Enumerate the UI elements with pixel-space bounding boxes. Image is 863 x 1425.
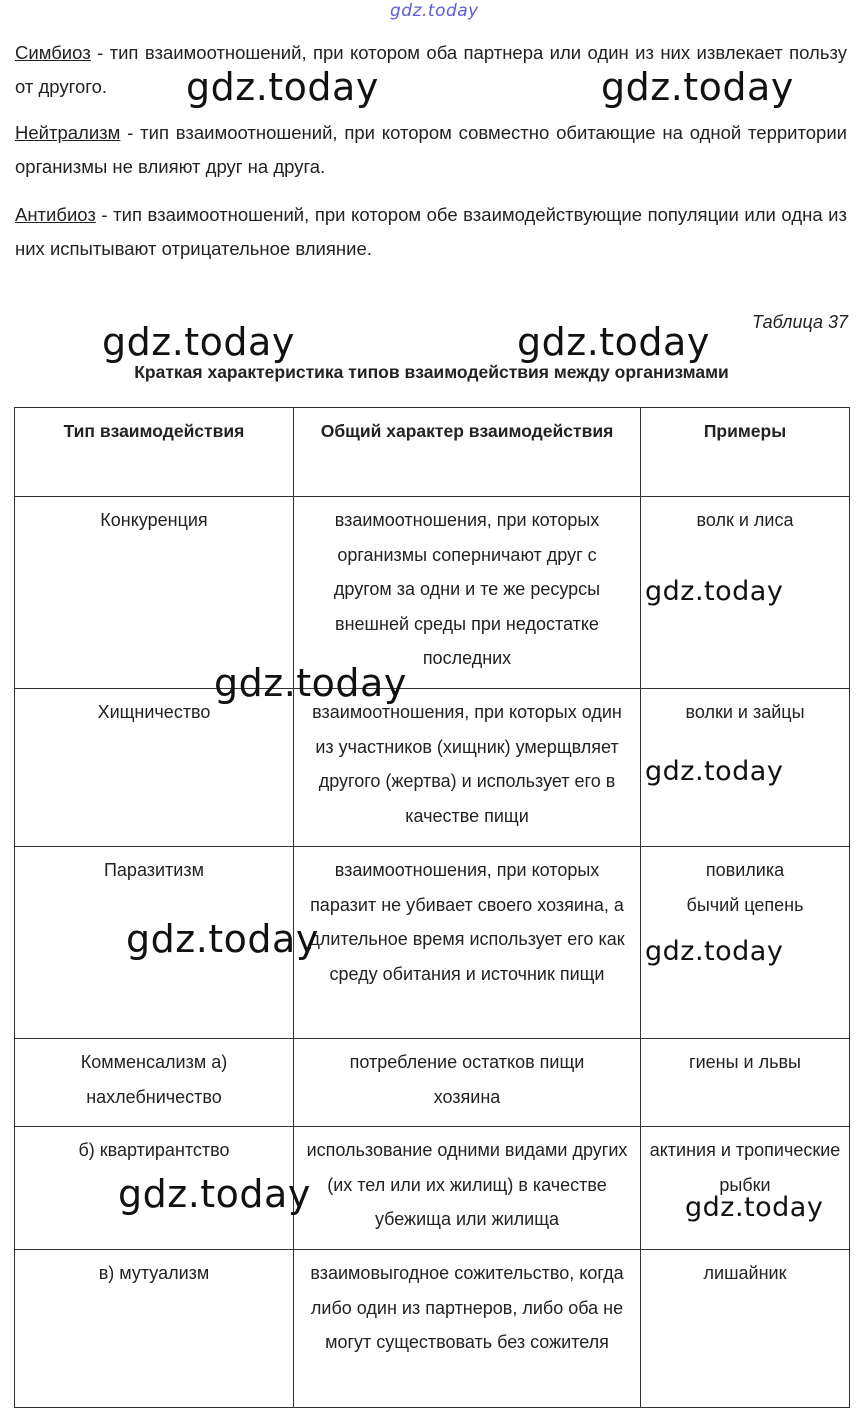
watermark-top: gdz.today — [390, 1, 479, 21]
cell-type: Конкуренция — [15, 497, 294, 689]
cell-examples: актиния и тропические рыбки — [641, 1127, 850, 1250]
cell-description: использование одними видами других (их тел или их жилищ) в качестве убежища или жилища — [294, 1127, 641, 1250]
watermark: gdz.today — [102, 320, 295, 364]
cell-examples: повилика бычий цепень — [641, 847, 850, 1039]
cell-examples: гиены и львы — [641, 1039, 850, 1127]
cell-description: взаимовыгодное сожительство, когда либо один из партнеров, либо оба не могут существовать без сожителя — [294, 1250, 641, 1408]
watermark: gdz.today — [601, 65, 794, 109]
cell-examples: лишайник — [641, 1250, 850, 1408]
cell-type: Комменсализм а) нахлебничество — [15, 1039, 294, 1127]
cell-type: в) мутуализм — [15, 1250, 294, 1408]
watermark: gdz.today — [186, 65, 379, 109]
table-row — [15, 1250, 850, 1408]
header-type: Тип взаимодействия — [15, 408, 294, 497]
definition-neutralism — [15, 116, 847, 184]
definition-text: - тип взаимоотношений, при котором совместно обитающие на одной территории организмы не влияют друг на друга. — [15, 122, 847, 177]
watermark: gdz.today — [645, 756, 784, 787]
interaction-table — [14, 407, 850, 1408]
cell-examples: волк и лиса — [641, 497, 850, 689]
table-row — [15, 1039, 850, 1127]
definition-antibiosis — [15, 198, 847, 266]
definition-text: - тип взаимоотношений, при котором оба партнера или один из них извлекает пользу от другого. — [15, 42, 847, 97]
table-number: Таблица 37 — [751, 312, 848, 332]
cell-type: Паразитизм — [15, 847, 294, 1039]
header-examples: Примеры — [641, 408, 850, 497]
header-description: Общий характер взаимодействия — [294, 408, 641, 497]
cell-description: взаимоотношения, при которых организмы соперничают друг с другом за одни и те же ресурсы внешней среды при недостатке последних — [294, 497, 641, 689]
definition-text: - тип взаимоотношений, при котором обе взаимодействующие популяции или одна из них испытывают отрицательное влияние. — [15, 204, 847, 259]
watermark: gdz.today — [645, 576, 784, 607]
watermark: gdz.today — [645, 936, 784, 967]
cell-type: б) квартирантство — [15, 1127, 294, 1250]
watermark: gdz.today — [517, 320, 710, 364]
cell-description: взаимоотношения, при которых один из участников (хищник) умерщвляет другого (жертва) и использует его в качестве пищи — [294, 689, 641, 847]
cell-type: Хищничество — [15, 689, 294, 847]
table-title: Краткая характеристика типов взаимодействия между организмами — [134, 362, 729, 382]
cell-examples: волки и зайцы — [641, 689, 850, 847]
watermark: gdz.today — [118, 1172, 311, 1216]
definition-term: Симбиоз — [15, 42, 91, 63]
cell-description: взаимоотношения, при которых паразит не убивает своего хозяина, а длительное время использует его как среду обитания и источник пищи — [294, 847, 641, 1039]
definition-term: Антибиоз — [15, 204, 96, 225]
watermark: gdz.today — [126, 917, 319, 961]
table-header-row — [15, 408, 850, 497]
watermark: gdz.today — [685, 1192, 824, 1223]
watermark: gdz.today — [214, 661, 407, 705]
definition-term: Нейтрализм — [15, 122, 121, 143]
cell-description: потребление остатков пищи хозяина — [294, 1039, 641, 1127]
